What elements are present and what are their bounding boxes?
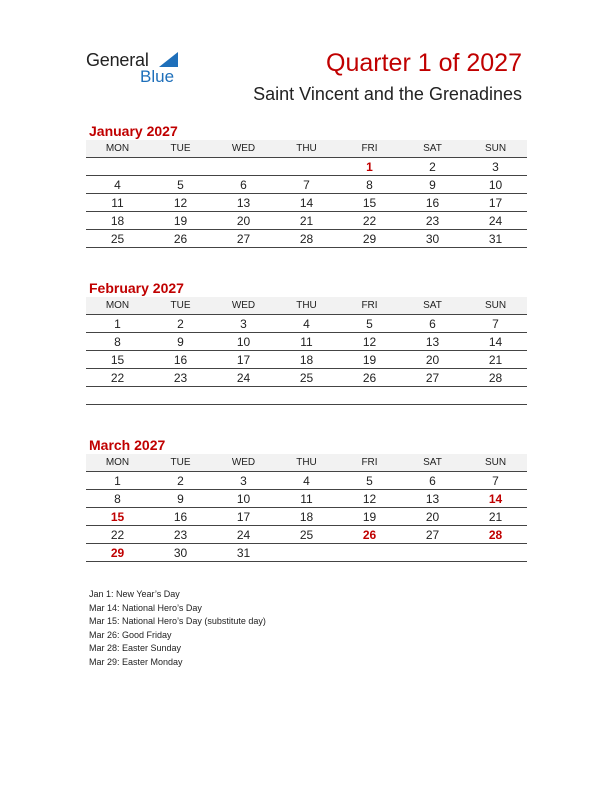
month-title: January 2027 — [89, 123, 178, 139]
holiday-item: Mar 28: Easter Sunday — [89, 643, 182, 654]
weekday-header: FRI — [338, 454, 401, 472]
day-cell — [401, 544, 464, 562]
day-cell: 12 — [338, 490, 401, 508]
day-cell — [212, 158, 275, 176]
weekday-header-row — [86, 454, 527, 472]
day-cell: 28 — [464, 369, 527, 387]
country-name: Saint Vincent and the Grenadines — [253, 84, 522, 104]
month-title: February 2027 — [89, 280, 184, 296]
day-cell: 17 — [212, 508, 275, 526]
weekday-header: TUE — [149, 297, 212, 315]
day-cell: 18 — [275, 351, 338, 369]
day-cell: 9 — [149, 490, 212, 508]
weekday-header: FRI — [338, 297, 401, 315]
day-cell: 30 — [149, 544, 212, 562]
day-cell — [338, 387, 401, 405]
day-cell: 9 — [149, 333, 212, 351]
day-cell: 13 — [401, 490, 464, 508]
day-cell: 6 — [401, 472, 464, 490]
page-title: Quarter 1 of 2027 — [326, 49, 522, 77]
weekday-header-row — [86, 297, 527, 315]
week-row — [86, 315, 527, 333]
day-cell: 19 — [338, 351, 401, 369]
day-cell: 20 — [212, 212, 275, 230]
calendar-table — [86, 454, 527, 562]
day-cell: 10 — [212, 333, 275, 351]
week-row — [86, 158, 527, 176]
day-cell: 26 — [149, 230, 212, 248]
week-row — [86, 387, 527, 405]
calendar-table — [86, 297, 527, 405]
day-cell: 4 — [275, 315, 338, 333]
day-cell — [86, 387, 149, 405]
day-cell: 22 — [86, 526, 149, 544]
day-cell: 20 — [401, 351, 464, 369]
day-cell: 12 — [149, 194, 212, 212]
day-cell: 25 — [275, 369, 338, 387]
day-cell: 7 — [464, 472, 527, 490]
day-cell: 16 — [149, 351, 212, 369]
day-cell: 21 — [464, 508, 527, 526]
day-cell: 31 — [212, 544, 275, 562]
day-cell: 6 — [212, 176, 275, 194]
day-cell: 23 — [401, 212, 464, 230]
day-cell: 27 — [401, 369, 464, 387]
day-cell: 15 — [338, 194, 401, 212]
day-cell: 5 — [338, 472, 401, 490]
week-row — [86, 176, 527, 194]
logo-blue-text: Blue — [140, 67, 175, 86]
holiday-item: Mar 15: National Hero’s Day (substitute day) — [89, 616, 266, 627]
weekday-header: THU — [275, 297, 338, 315]
holiday-item: Mar 26: Good Friday — [89, 629, 172, 640]
day-cell: 31 — [464, 230, 527, 248]
day-cell — [275, 158, 338, 176]
week-row — [86, 490, 527, 508]
holiday-item: Mar 14: National Hero’s Day — [89, 602, 202, 613]
day-cell: 16 — [401, 194, 464, 212]
day-cell: 17 — [212, 351, 275, 369]
week-row — [86, 472, 527, 490]
day-cell: 24 — [212, 526, 275, 544]
logo-flag-icon — [159, 52, 178, 67]
weekday-header: WED — [212, 297, 275, 315]
day-cell: 14 — [464, 333, 527, 351]
day-cell: 8 — [338, 176, 401, 194]
weekday-header: WED — [212, 454, 275, 472]
week-row — [86, 369, 527, 387]
week-row — [86, 230, 527, 248]
day-cell: 10 — [212, 490, 275, 508]
day-cell: 3 — [464, 158, 527, 176]
day-cell: 24 — [212, 369, 275, 387]
day-cell: 19 — [338, 508, 401, 526]
weekday-header: SUN — [464, 454, 527, 472]
day-cell: 14 — [275, 194, 338, 212]
day-cell: 21 — [275, 212, 338, 230]
day-cell: 18 — [86, 212, 149, 230]
day-cell: 27 — [212, 230, 275, 248]
day-cell: 26 — [338, 526, 401, 544]
weekday-header: SAT — [401, 297, 464, 315]
weekday-header: SUN — [464, 140, 527, 158]
day-cell — [149, 158, 212, 176]
day-cell: 22 — [86, 369, 149, 387]
day-cell: 15 — [86, 351, 149, 369]
month-calendar-january — [86, 122, 527, 248]
weekday-header-row — [86, 140, 527, 158]
day-cell: 7 — [464, 315, 527, 333]
day-cell: 20 — [401, 508, 464, 526]
weekday-header: SUN — [464, 297, 527, 315]
day-cell: 2 — [149, 315, 212, 333]
generalblue-logo — [86, 50, 196, 90]
day-cell: 1 — [338, 158, 401, 176]
day-cell: 1 — [86, 315, 149, 333]
month-calendar-march — [86, 436, 527, 562]
day-cell: 1 — [86, 472, 149, 490]
day-cell — [212, 387, 275, 405]
day-cell: 5 — [149, 176, 212, 194]
day-cell: 24 — [464, 212, 527, 230]
week-row — [86, 194, 527, 212]
day-cell: 21 — [464, 351, 527, 369]
day-cell — [275, 544, 338, 562]
day-cell: 15 — [86, 508, 149, 526]
day-cell: 2 — [149, 472, 212, 490]
weekday-header: SAT — [401, 140, 464, 158]
logo-general-text: General — [86, 50, 149, 70]
day-cell: 3 — [212, 472, 275, 490]
week-row — [86, 212, 527, 230]
day-cell: 12 — [338, 333, 401, 351]
day-cell: 23 — [149, 526, 212, 544]
month-calendar-february — [86, 279, 527, 405]
weekday-header: TUE — [149, 454, 212, 472]
day-cell: 9 — [401, 176, 464, 194]
day-cell: 23 — [149, 369, 212, 387]
day-cell: 4 — [86, 176, 149, 194]
day-cell: 26 — [338, 369, 401, 387]
week-row — [86, 351, 527, 369]
day-cell: 18 — [275, 508, 338, 526]
week-row — [86, 508, 527, 526]
day-cell — [464, 544, 527, 562]
day-cell: 27 — [401, 526, 464, 544]
day-cell: 5 — [338, 315, 401, 333]
day-cell: 30 — [401, 230, 464, 248]
day-cell: 28 — [275, 230, 338, 248]
holiday-item: Mar 29: Easter Monday — [89, 656, 183, 667]
day-cell: 11 — [86, 194, 149, 212]
day-cell: 25 — [86, 230, 149, 248]
weekday-header: TUE — [149, 140, 212, 158]
day-cell: 29 — [86, 544, 149, 562]
day-cell: 16 — [149, 508, 212, 526]
day-cell: 25 — [275, 526, 338, 544]
weekday-header: THU — [275, 454, 338, 472]
day-cell: 17 — [464, 194, 527, 212]
weekday-header: MON — [86, 140, 149, 158]
day-cell — [464, 387, 527, 405]
day-cell: 28 — [464, 526, 527, 544]
weekday-header: WED — [212, 140, 275, 158]
day-cell: 8 — [86, 490, 149, 508]
day-cell — [338, 544, 401, 562]
day-cell: 19 — [149, 212, 212, 230]
month-title: March 2027 — [89, 437, 166, 453]
weekday-header: THU — [275, 140, 338, 158]
week-row — [86, 333, 527, 351]
day-cell — [86, 158, 149, 176]
day-cell: 10 — [464, 176, 527, 194]
day-cell: 11 — [275, 333, 338, 351]
week-row — [86, 544, 527, 562]
weekday-header: FRI — [338, 140, 401, 158]
day-cell — [149, 387, 212, 405]
day-cell: 7 — [275, 176, 338, 194]
weekday-header: SAT — [401, 454, 464, 472]
day-cell: 13 — [401, 333, 464, 351]
calendar-table — [86, 140, 527, 248]
holiday-list — [89, 588, 266, 670]
weekday-header: MON — [86, 454, 149, 472]
day-cell: 3 — [212, 315, 275, 333]
day-cell: 11 — [275, 490, 338, 508]
day-cell — [401, 387, 464, 405]
holiday-item: Jan 1: New Year’s Day — [89, 589, 180, 599]
day-cell: 13 — [212, 194, 275, 212]
day-cell: 14 — [464, 490, 527, 508]
week-row — [86, 526, 527, 544]
day-cell: 22 — [338, 212, 401, 230]
day-cell: 2 — [401, 158, 464, 176]
day-cell: 6 — [401, 315, 464, 333]
weekday-header: MON — [86, 297, 149, 315]
day-cell: 29 — [338, 230, 401, 248]
day-cell — [275, 387, 338, 405]
day-cell: 8 — [86, 333, 149, 351]
day-cell: 4 — [275, 472, 338, 490]
